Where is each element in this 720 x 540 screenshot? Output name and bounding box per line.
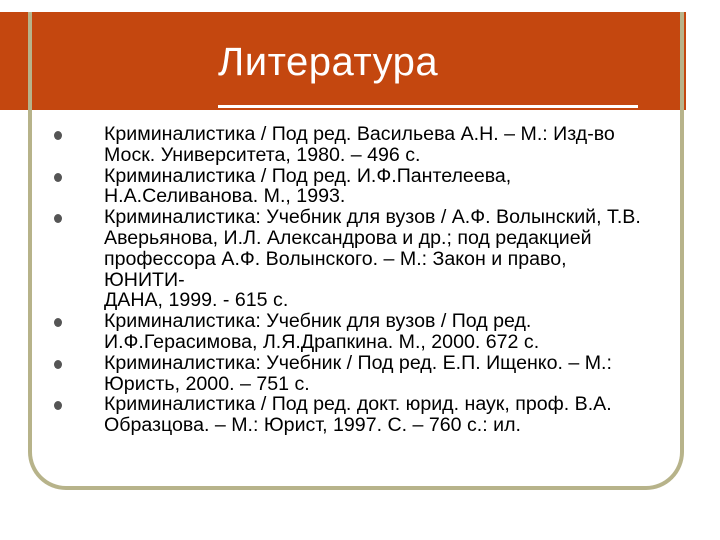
bibliography-list (52, 124, 652, 436)
page-title: Литература (218, 40, 439, 84)
item-line: Образцова. – М.: Юрист, 1997. С. – 760 с.: ил. (104, 414, 521, 437)
item-line: Криминалистика / Под ред. Васильева А.Н. – М.: Изд-во (104, 123, 615, 145)
item-line: Криминалистика: Учебник для вузов / Под ред. (104, 310, 532, 333)
bullet-icon (54, 214, 62, 223)
list-item (52, 207, 652, 311)
list-item (52, 394, 652, 436)
list-item (52, 124, 652, 166)
bullet-icon (54, 173, 62, 182)
item-line: И.Ф.Герасимова, Л.Я.Драпкина. М., 2000. 672 с. (104, 330, 540, 353)
list-item (52, 353, 652, 395)
list-item (52, 311, 652, 353)
list-item (52, 166, 652, 208)
bullet-icon (54, 131, 62, 140)
bullet-icon (54, 401, 62, 410)
item-line: Криминалистика: Учебник / Под ред. Е.П. Ищенко. – М.: (104, 351, 612, 374)
item-line: Криминалистика / Под ред. И.Ф.Пантелеева, (104, 164, 512, 187)
bullet-icon (54, 360, 62, 369)
item-line: Криминалистика: Учебник для вузов / А.Ф. Волынский, Т.В. (104, 206, 641, 229)
item-line: Н.А.Селиванова. М., 1993. (104, 185, 346, 208)
item-line: профессора А.Ф. Волынского. – М.: Закон и право, ЮНИТИ- (104, 247, 567, 291)
item-line: Аверьянова, И.Л. Александрова и др.; под редакцией (104, 226, 592, 249)
item-line: Криминалистика / Под ред. докт. юрид. наук, проф. В.А. (104, 393, 612, 416)
bullet-icon (54, 318, 62, 327)
item-line: Моск. Университета, 1980. – 496 с. (104, 143, 421, 166)
item-line: ДАНА, 1999. - 615 с. (104, 289, 289, 312)
item-line: Юристь, 2000. – 751 с. (104, 372, 310, 395)
banner-gap (686, 12, 720, 110)
